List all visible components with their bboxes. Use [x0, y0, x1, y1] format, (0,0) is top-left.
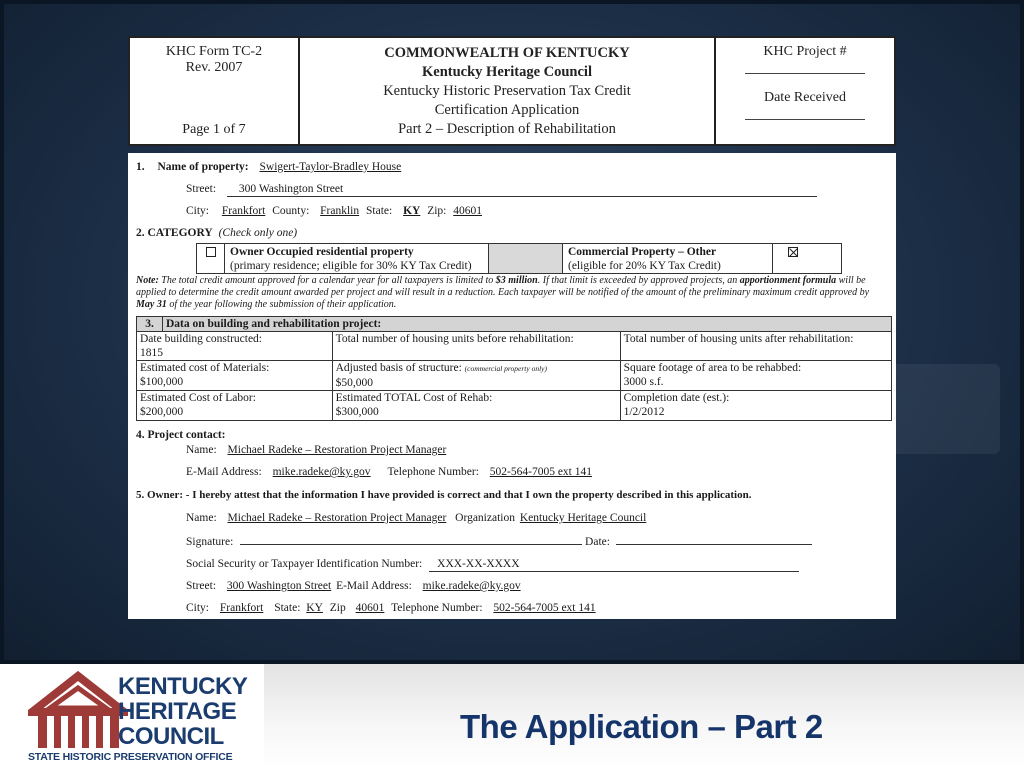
- note-text-d: of the year following the submission of their application.: [166, 299, 397, 310]
- project-number-label: KHC Project #: [763, 44, 847, 59]
- owner-occupied-desc: (primary residence; eligible for 30% KY Tax Credit): [230, 260, 472, 272]
- cell-value: $50,000: [335, 377, 373, 389]
- property-name-row: [136, 160, 415, 174]
- cell-value: 1815: [140, 347, 163, 359]
- note-formula: apportionment formula: [739, 275, 837, 286]
- ssn-label: Social Security or Taxpayer Identification Number:: [186, 558, 423, 570]
- note-label: Note:: [136, 275, 159, 286]
- cell-value: 1/2/2012: [623, 406, 665, 418]
- owner-occupied-checkbox[interactable]: [197, 244, 225, 273]
- section3-number: 3.: [137, 317, 163, 332]
- cell-value: $200,000: [140, 406, 184, 418]
- square-footage-cell[interactable]: [620, 361, 891, 391]
- category-spacer: [489, 244, 563, 273]
- category-heading: [136, 226, 297, 240]
- property-name-label: Name of property:: [157, 161, 249, 173]
- state-label: State:: [366, 205, 393, 217]
- logo-line1: KENTUCKY: [118, 673, 248, 700]
- owner-zip-label: Zip: [329, 602, 346, 614]
- materials-cost-cell[interactable]: [137, 361, 333, 391]
- form-program-line2: Certification Application: [434, 102, 580, 118]
- date-constructed-cell[interactable]: [137, 332, 333, 361]
- cell-value: $100,000: [140, 376, 184, 388]
- ssn-value[interactable]: XXX-XX-XXXX: [429, 557, 799, 572]
- logo-line2: HERITAGE: [118, 698, 237, 725]
- city-value[interactable]: Frankfort: [221, 205, 266, 217]
- form-id: KHC Form TC-2: [165, 44, 263, 59]
- background-photo-detail: [880, 364, 1000, 454]
- date-received-label: Date Received: [763, 90, 846, 105]
- contact-name-label: Name:: [186, 444, 217, 456]
- units-after-cell[interactable]: [620, 332, 891, 361]
- ssn-row: [186, 557, 799, 572]
- project-contact-heading: [136, 428, 226, 442]
- logo-wordmark: [118, 674, 247, 749]
- project-number-field[interactable]: [745, 64, 865, 74]
- owner-email-value[interactable]: mike.radeke@ky.gov: [422, 580, 521, 592]
- logo-line3: COUNCIL: [118, 723, 224, 750]
- signature-row: [186, 534, 812, 549]
- owner-city-row: [186, 601, 600, 615]
- form-program-line1: Kentucky Historic Preservation Tax Credit: [383, 83, 631, 99]
- form-part: Part 2 – Description of Rehabilitation: [398, 121, 616, 137]
- contact-phone-value[interactable]: 502-564-7005 ext 141: [489, 466, 593, 478]
- commercial-title: Commercial Property – Other: [568, 246, 717, 258]
- owner-occupied-title: Owner Occupied residential property: [230, 246, 414, 258]
- cell-note: (commercial property only): [464, 364, 547, 373]
- owner-org-value[interactable]: Kentucky Heritage Council: [519, 512, 647, 524]
- contact-email-value[interactable]: mike.radeke@ky.gov: [272, 466, 371, 478]
- city-row: [186, 204, 486, 218]
- category-options: [196, 243, 842, 274]
- cell-label: Total number of housing units before rehabilitation:: [335, 333, 574, 345]
- page-number: Page 1 of 7: [182, 122, 246, 137]
- contact-email-label: E-Mail Address:: [186, 466, 262, 478]
- owner-city-label: City:: [186, 602, 210, 614]
- labor-cost-cell[interactable]: [137, 391, 333, 421]
- zip-label: Zip:: [427, 205, 447, 217]
- date-received-field[interactable]: [745, 110, 865, 120]
- street-row: [186, 182, 817, 197]
- section3-title: Data on building and rehabilitation project:: [163, 317, 892, 332]
- total-cost-cell[interactable]: [332, 391, 620, 421]
- slide-title: The Application – Part 2: [460, 708, 823, 745]
- building-data-table: [136, 316, 892, 421]
- category-label: 2. CATEGORY: [136, 227, 213, 239]
- units-before-cell[interactable]: [332, 332, 620, 361]
- commercial-checkbox[interactable]: [773, 244, 813, 273]
- owner-email-label: E-Mail Address:: [336, 580, 412, 592]
- commercial-option: [563, 244, 773, 273]
- state-value[interactable]: KY: [403, 205, 421, 217]
- project-contact-label: 4. Project contact:: [136, 429, 226, 441]
- owner-name-row: [186, 511, 652, 525]
- owner-city-value[interactable]: Frankfort: [219, 602, 264, 614]
- form-header: [128, 36, 896, 146]
- note-text-c: will be applied to determine the credit amount awarded per project and will result in a reduction. Each taxpayer will be notified of the amount of the preliminary maximum credit approved by: [136, 275, 870, 298]
- signature-field[interactable]: [240, 534, 582, 545]
- owner-state-value[interactable]: KY: [306, 602, 323, 614]
- note-amount: $3 million: [495, 275, 538, 286]
- owner-phone-label: Telephone Number:: [391, 602, 483, 614]
- contact-name-value[interactable]: Michael Radeke – Restoration Project Manager: [227, 444, 447, 456]
- cell-value: $300,000: [335, 406, 379, 418]
- signature-date-label: Date:: [585, 536, 610, 548]
- cell-value: 3000 s.f.: [623, 376, 664, 388]
- cell-label: Date building constructed:: [140, 333, 262, 345]
- owner-occupied-option: [225, 244, 489, 273]
- form-id-block: [130, 38, 300, 144]
- contact-phone-label: Telephone Number:: [387, 466, 479, 478]
- owner-zip-value[interactable]: 40601: [355, 602, 385, 614]
- form-title-block: [300, 38, 716, 144]
- commercial-desc: (eligible for 20% KY Tax Credit): [568, 260, 721, 272]
- county-value[interactable]: Franklin: [320, 205, 360, 217]
- owner-attestation: 5. Owner: - I hereby attest that the information I have provided is correct and that I own the property described in this application.: [136, 489, 752, 501]
- owner-street-label: Street:: [186, 580, 217, 592]
- note-text-b: . If that limit is exceeded by approved projects, an: [537, 275, 740, 286]
- owner-name-value[interactable]: Michael Radeke – Restoration Project Manager: [227, 512, 447, 524]
- category-hint: (Check only one): [218, 227, 298, 239]
- title-bar: [264, 664, 1024, 768]
- owner-name-label: Name:: [186, 512, 217, 524]
- cell-label: Square footage of area to be rehabbed:: [623, 362, 802, 374]
- form-sheet: [128, 153, 896, 619]
- cell-label: Estimated Cost of Labor:: [140, 392, 256, 404]
- adjusted-basis-cell[interactable]: [332, 361, 620, 391]
- signature-date-field[interactable]: [616, 534, 812, 545]
- owner-street-row: [186, 579, 525, 593]
- note-text-a: The total credit amount approved for a calendar year for all taxpayers is limited to: [158, 275, 496, 286]
- completion-date-cell[interactable]: [620, 391, 891, 421]
- county-label: County:: [272, 205, 310, 217]
- street-value[interactable]: 300 Washington Street: [227, 182, 817, 197]
- house-logo-icon: [28, 670, 128, 752]
- zip-value[interactable]: 40601: [453, 205, 482, 217]
- city-label: City:: [186, 205, 210, 217]
- contact-email-row: [186, 465, 606, 479]
- property-name-value[interactable]: Swigert-Taylor-Bradley House: [259, 161, 402, 173]
- section1-number: 1.: [136, 161, 145, 173]
- credit-note: [136, 275, 888, 311]
- cell-label: Total number of housing units after rehabilitation:: [623, 333, 854, 345]
- street-label: Street:: [186, 183, 217, 195]
- logo-subtitle: STATE HISTORIC PRESERVATION OFFICE: [28, 751, 233, 763]
- form-rev: Rev. 2007: [185, 60, 243, 75]
- khc-logo: [0, 664, 264, 768]
- cell-label: Completion date (est.):: [623, 392, 730, 404]
- owner-heading: [136, 488, 751, 502]
- owner-org-label: Organization: [455, 512, 515, 524]
- note-date: May 31: [136, 299, 167, 310]
- contact-name-row: [186, 443, 466, 457]
- project-info-block: [716, 38, 894, 144]
- form-council: Kentucky Heritage Council: [422, 64, 592, 80]
- signature-label: Signature:: [186, 536, 234, 548]
- cell-label: Estimated TOTAL Cost of Rehab:: [335, 392, 493, 404]
- cell-label: Adjusted basis of structure:: [335, 362, 462, 374]
- owner-phone-value[interactable]: 502-564-7005 ext 141: [493, 602, 596, 614]
- form-org: COMMONWEALTH OF KENTUCKY: [384, 45, 630, 61]
- cell-label: Estimated cost of Materials:: [140, 362, 270, 374]
- owner-street-value[interactable]: 300 Washington Street: [226, 580, 332, 592]
- owner-state-label: State:: [274, 602, 301, 614]
